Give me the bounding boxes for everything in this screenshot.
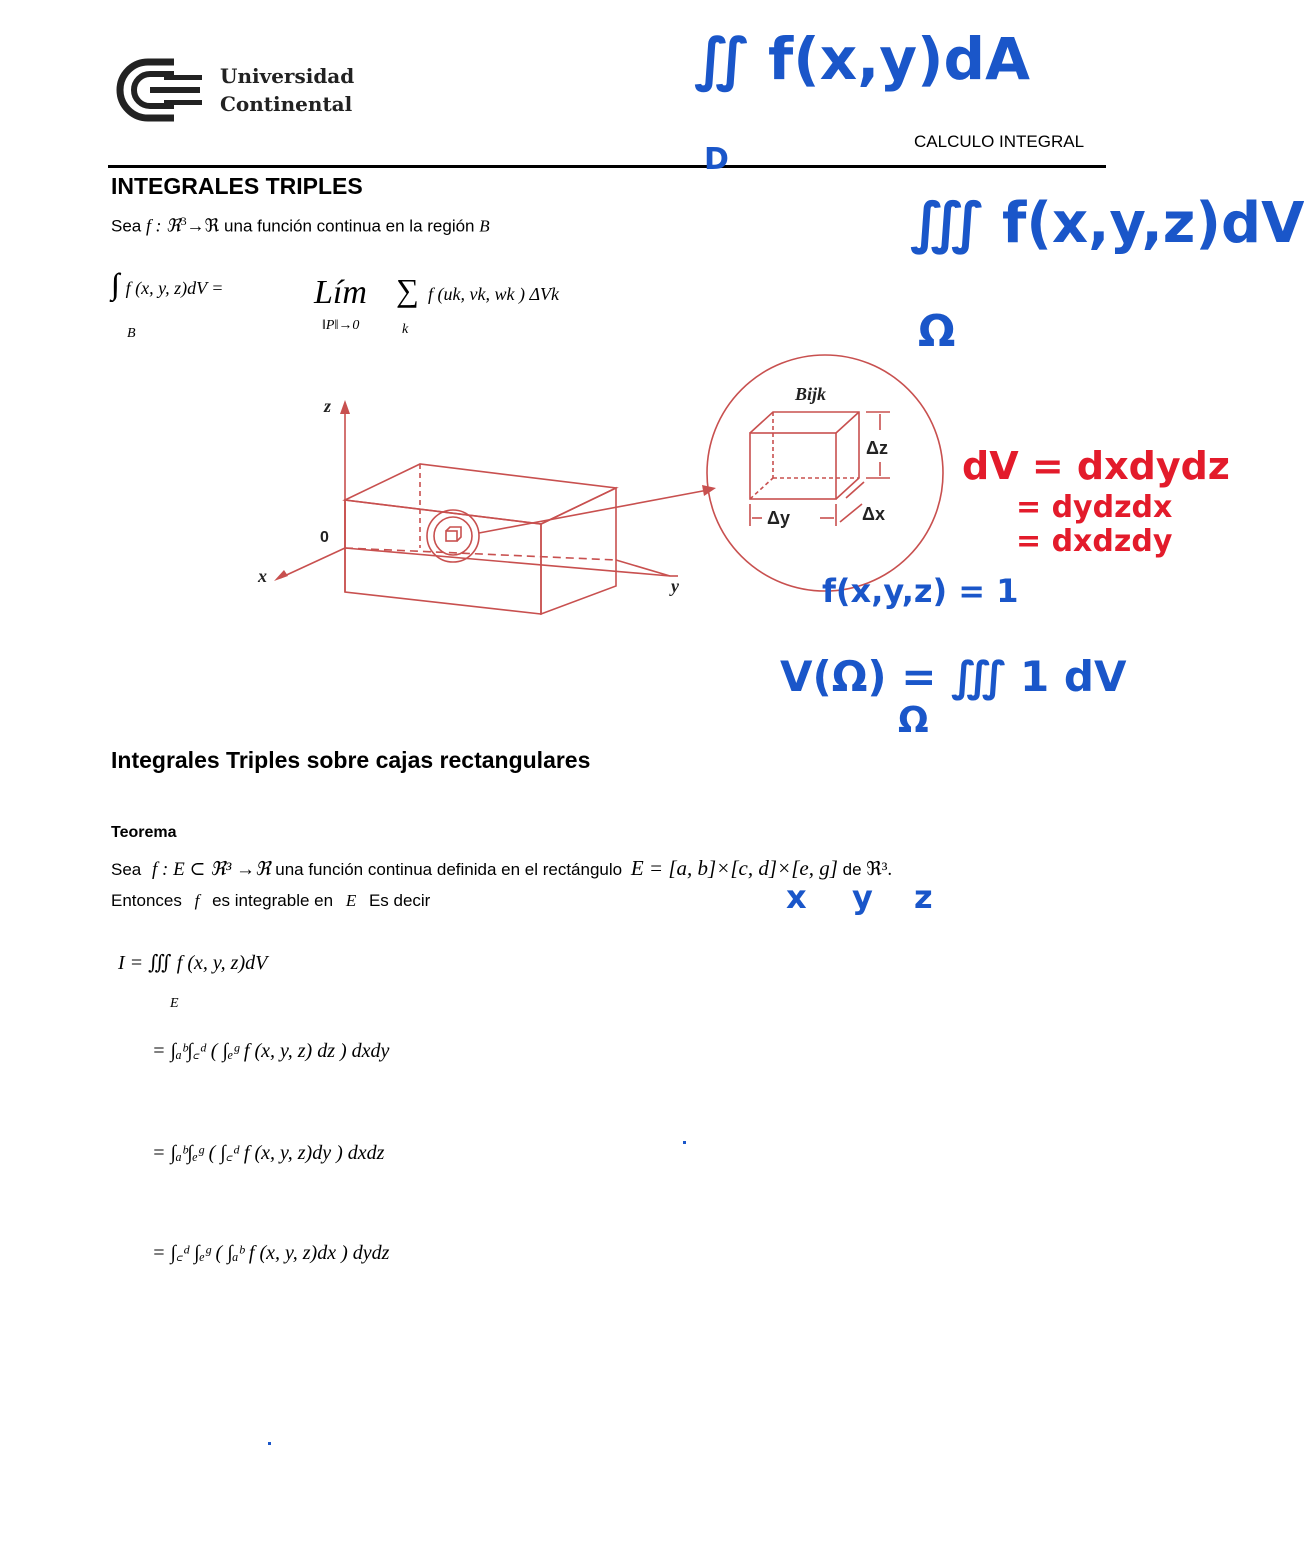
- handwritten-mark-y: y: [852, 878, 873, 916]
- handwritten-f-equals-one: f(x,y,z) = 1: [822, 572, 1019, 610]
- cell-label-bijk: Bijk: [795, 384, 827, 404]
- theorem-function: f : E ⊂ ℜ³ →ℜ: [151, 859, 271, 880]
- equation-i-region: E: [170, 996, 179, 1011]
- dim-label-dy: Δy: [767, 508, 790, 528]
- theorem-es-decir: Es decir: [368, 891, 431, 910]
- definition-equation: [111, 268, 223, 302]
- theorem-line1-rest: una función continua definida en el rectángulo: [275, 860, 623, 879]
- theorem-entonces: Entonces: [111, 891, 182, 910]
- section-title-triples: INTEGRALES TRIPLES: [111, 173, 363, 199]
- theorem-de: de: [842, 860, 862, 879]
- stray-dot: [268, 1442, 271, 1445]
- university-logo: [112, 58, 362, 122]
- handwritten-double-region: D: [704, 142, 729, 177]
- intro-exponent: 3: [180, 214, 187, 228]
- handwritten-dv-line2: = dydzdx: [1016, 490, 1173, 525]
- handwritten-volume-region: Ω: [898, 700, 929, 741]
- dim-label-dx: Δx: [862, 504, 885, 524]
- handwritten-triple-region: Ω: [918, 306, 956, 357]
- handwritten-volume: V(Ω) = ∭ 1 dV: [780, 652, 1127, 701]
- handwritten-mark-x: x: [786, 878, 807, 916]
- theorem-label: Teorema: [111, 824, 177, 841]
- logo-text-line1: Universidad: [220, 64, 355, 88]
- stray-dot: [683, 1141, 686, 1144]
- theorem-r3: ℜ³.: [866, 859, 893, 880]
- theorem-sea: Sea: [111, 860, 142, 879]
- definition-lhs-region: B: [127, 326, 136, 341]
- handwritten-triple-integral: ∭ f(x,y,z)dV: [910, 191, 1304, 256]
- header-rule: [108, 165, 1106, 168]
- triple-integral-sign: ∫∫∫: [111, 268, 112, 301]
- theorem-integrable: es integrable en: [212, 891, 334, 910]
- equation-order-dy: = ∫ₐᵇ∫ₑᵍ ( ∫꜀ᵈ f (x, y, z)dy ) dxdz: [152, 1142, 385, 1164]
- intro-rest: una función continua en la región: [224, 216, 475, 236]
- equation-order-dx: = ∫꜀ᵈ ∫ₑᵍ ( ∫ₐᵇ f (x, y, z)dx ) dydz: [152, 1242, 390, 1264]
- definition-limit-sub: ‖P‖→0: [322, 318, 360, 333]
- definition-lhs: f (x, y, z)dV =: [125, 278, 224, 298]
- intro-function: f : ℜ: [145, 215, 181, 236]
- definition-limit: Lím: [314, 274, 367, 311]
- handwritten-double-integral: ∬ f(x,y)dA: [694, 25, 1030, 93]
- handwritten-dv-line1: dV = dxdydz: [962, 444, 1230, 488]
- logo-mark-icon: [112, 58, 204, 122]
- origin-label: 0: [320, 529, 329, 546]
- equation-i: I = ∭ f (x, y, z)dV: [118, 952, 268, 974]
- axis-label-y: y: [671, 576, 679, 596]
- intro-map: →ℜ: [186, 215, 220, 236]
- handwritten-dv-line3: = dxdzdy: [1016, 524, 1173, 559]
- intro-region: B: [479, 216, 490, 236]
- theorem-line2: [111, 891, 430, 911]
- summation-sign: ∑: [396, 272, 419, 308]
- theorem-box: E = [a, b]×[c, d]×[e, g]: [630, 856, 838, 880]
- theorem-e: E: [345, 891, 357, 910]
- intro-sentence: [111, 214, 490, 237]
- handwritten-mark-z: z: [914, 878, 933, 916]
- intro-sea: Sea: [111, 216, 142, 236]
- theorem-line1: [111, 856, 892, 881]
- course-title: CALCULO INTEGRAL: [914, 132, 1085, 151]
- definition-rhs: f (uk, vk, wk ) ΔVk: [428, 284, 560, 304]
- axis-label-x: x: [258, 566, 267, 586]
- section-title-boxes: Integrales Triples sobre cajas rectangulares: [111, 747, 591, 773]
- dim-label-dz: Δz: [866, 438, 888, 458]
- axis-label-z: z: [324, 396, 332, 416]
- logo-text-line2: Continental: [220, 92, 353, 116]
- summation-index: k: [402, 322, 409, 337]
- theorem-f: f: [194, 891, 200, 910]
- equation-order-dz: = ∫ₐᵇ∫꜀ᵈ ( ∫ₑᵍ f (x, y, z) dz ) dxdy: [152, 1040, 390, 1062]
